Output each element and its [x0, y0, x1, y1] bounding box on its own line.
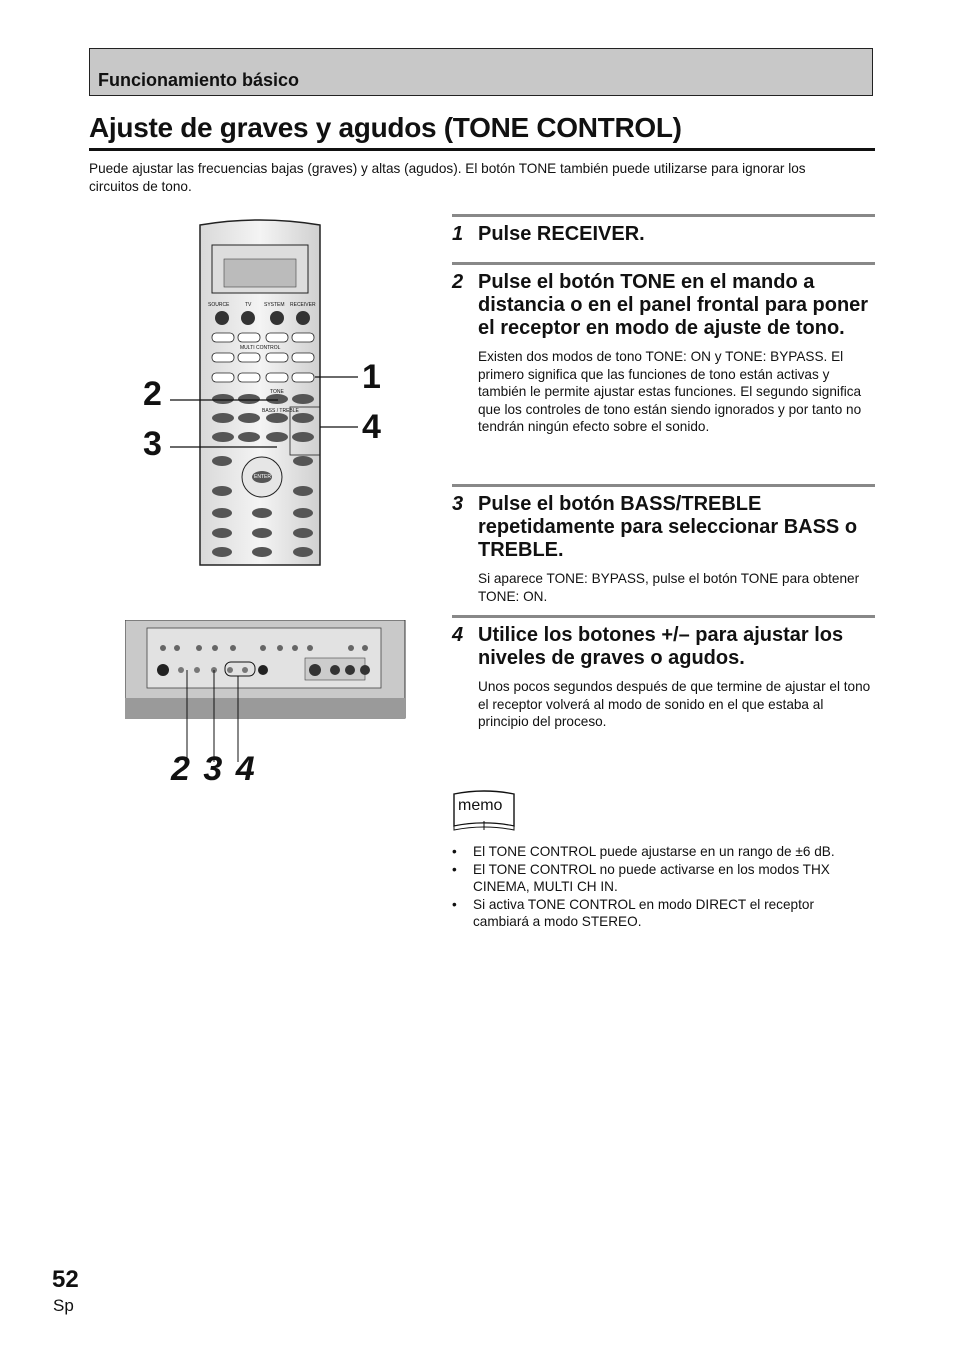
section-title: Funcionamiento básico	[98, 70, 300, 90]
section-header	[89, 48, 873, 96]
memo-box	[452, 790, 516, 839]
step-body: Existen dos modos de tono TONE: ON y TONE: BYPASS. El primero significa que las funciones de tono están activas y también le permite ajustar estas funciones. El segundo significa que los controles de tono están siendo ignorados y por tanto no tendrán ningún efecto sobre el sonido.	[478, 349, 862, 434]
callout-remote-2: 2	[143, 375, 162, 413]
note-item: • Si activa TONE CONTROL en modo DIRECT el receptor cambiará a modo STEREO.	[452, 896, 872, 931]
remote-label-tv: TV	[245, 302, 252, 308]
step-1	[452, 214, 875, 246]
page-language: Sp	[53, 1296, 74, 1315]
remote-label-tone: TONE	[270, 389, 284, 395]
step-heading: Utilice los botones +/– para ajustar los niveles de graves o agudos.	[478, 624, 844, 669]
remote-label-bass-treble: BASS / TREBLE	[262, 408, 299, 414]
step-heading: Pulse RECEIVER.	[478, 223, 645, 245]
remote-control-figure	[140, 215, 400, 575]
step-2	[452, 262, 875, 436]
callout-remote-1: 1	[362, 358, 381, 396]
step-number: 2	[452, 271, 464, 293]
step-body: Si aparece TONE: BYPASS, pulse el botón TONE para obtener TONE: ON.	[478, 571, 860, 604]
remote-label-receiver: RECEIVER	[290, 302, 316, 308]
page-number: 52	[52, 1266, 79, 1293]
memo-notes	[452, 843, 872, 931]
page-title: Ajuste de graves y agudos (TONE CONTROL)	[89, 112, 875, 151]
callout-remote-4: 4	[362, 408, 381, 446]
note-item: • El TONE CONTROL no puede activarse en los modos THX CINEMA, MULTI CH IN.	[452, 861, 872, 896]
step-heading: Pulse el botón TONE en el mando a distancia o en el panel frontal para poner el receptor en modo de ajuste de tono.	[478, 271, 869, 339]
remote-label-system: SYSTEM	[264, 302, 285, 308]
front-panel-figure	[125, 620, 406, 790]
note-item: • El TONE CONTROL puede ajustarse en un rango de ±6 dB.	[452, 843, 872, 861]
remote-label-enter: ENTER	[254, 474, 271, 480]
step-4	[452, 615, 875, 731]
step-body: Unos pocos segundos después de que termine de ajustar el tono el receptor volverá al modo de sonido en el que estaba al principio del proceso.	[478, 679, 871, 729]
callout-panel-234: 2 3 4	[171, 750, 257, 788]
memo-label: memo	[458, 797, 503, 814]
step-number: 4	[452, 624, 464, 646]
remote-label-source: SOURCE	[208, 302, 230, 308]
front-panel-illustration	[125, 620, 406, 790]
step-3	[452, 484, 875, 605]
step-number: 3	[452, 493, 464, 515]
remote-control-illustration	[140, 215, 400, 575]
intro-paragraph: Puede ajustar las frecuencias bajas (graves) y altas (agudos). El botón TONE también puede utilizarse para ignorar los circuitos de tono.	[89, 161, 806, 194]
step-heading: Pulse el botón BASS/TREBLE repetidamente para seleccionar BASS o TREBLE.	[478, 493, 858, 561]
remote-label-multi-control: MULTI CONTROL	[240, 345, 281, 351]
callout-remote-3: 3	[143, 425, 162, 463]
step-number: 1	[452, 223, 464, 245]
